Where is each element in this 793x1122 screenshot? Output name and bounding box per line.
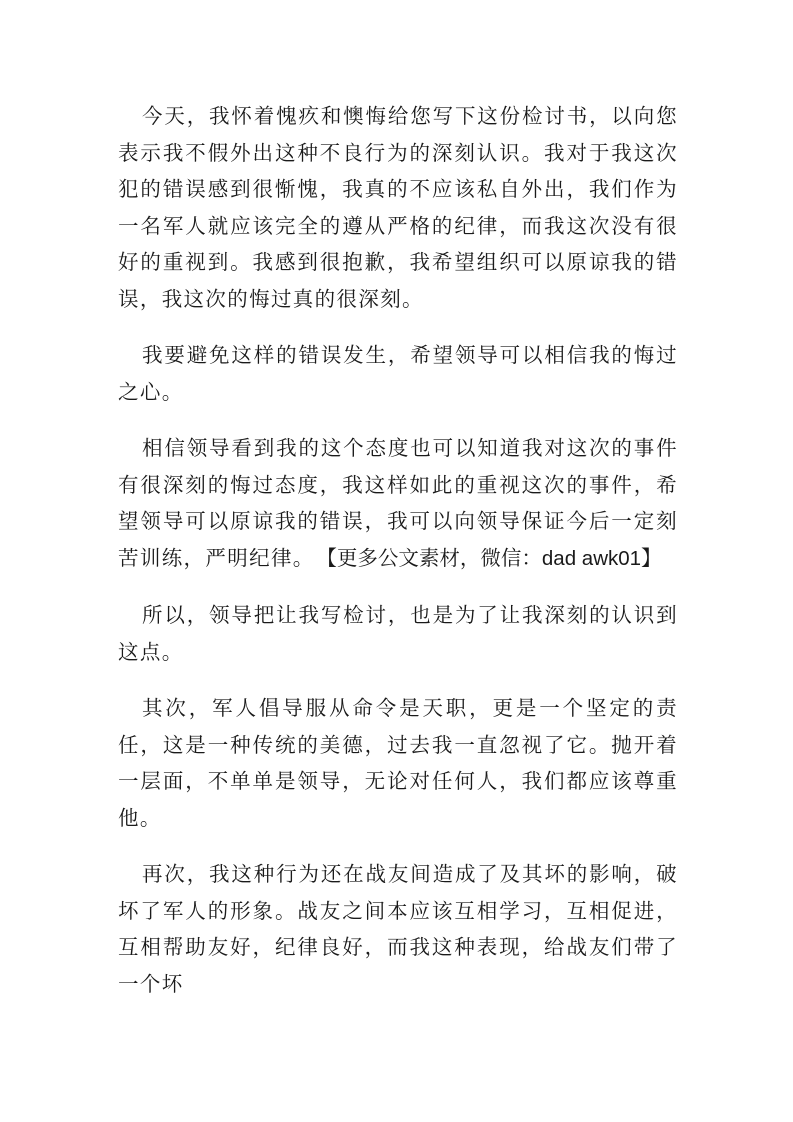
paragraph-3 — [118, 430, 678, 577]
paragraph-6: 再次，我这种行为还在战友间造成了及其坏的影响，破坏了军人的形象。战友之间本应该互相学习，互相促进，互相帮助友好，纪律良好，而我这种表现，给战友们带了一个坏 — [118, 862, 678, 996]
promo-note: 【更多公文素材，微信：dad awk01】 — [326, 546, 662, 570]
paragraph-5: 其次，军人倡导服从命令是天职，更是一个坚定的责任，这是一种传统的美德，过去我一直忽视了它。抛开着一层面，不单单是领导，无论对任何人，我们都应该尊重他。 — [118, 696, 678, 830]
paragraph-1: 今天，我怀着愧疚和懊悔给您写下这份检讨书，以向您表示我不假外出这种不良行为的深刻认识。我对于我这次犯的错误感到很惭愧，我真的不应该私自外出，我们作为一名军人就应该完全的遵从严格的纪律，而我这次没有很好的重视到。我感到很抱歉，我希望组织可以原谅我的错误，我这次的悔过真的很深刻。 — [118, 104, 678, 311]
paragraph-spacer — [118, 836, 678, 856]
paragraph-4: 所以，领导把让我写检讨，也是为了让我深刻的认识到这点。 — [118, 603, 678, 664]
paragraph-spacer — [118, 410, 678, 430]
paragraph-2: 我要避免这样的错误发生，希望领导可以相信我的悔过之心。 — [118, 343, 678, 404]
paragraph-3-text: 相信领导看到我的这个态度也可以知道我对这次的事件有很深刻的悔过态度，我这样如此的重视这次的事件，希望领导可以原谅我的错误，我可以向领导保证今后一定刻苦训练，严明纪律。 — [118, 436, 678, 570]
paragraph-spacer — [118, 670, 678, 690]
document-body — [118, 98, 678, 1002]
paragraph-spacer — [118, 317, 678, 337]
paragraph-spacer — [118, 577, 678, 597]
